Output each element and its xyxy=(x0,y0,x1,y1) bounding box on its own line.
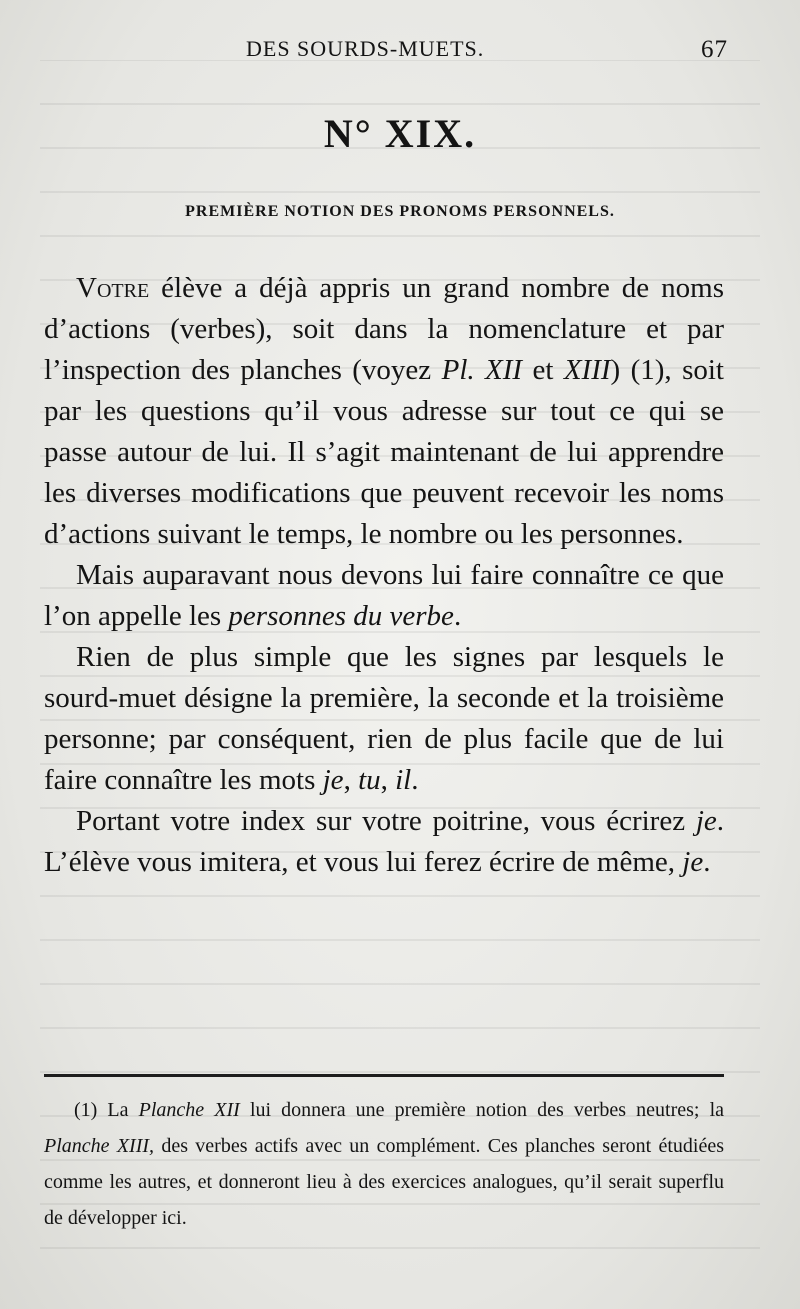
footnote xyxy=(44,1092,724,1236)
paragraph-2 xyxy=(44,555,724,637)
footnote-text-c: des verbes actifs avec un complément. Ces planches seront étudiées comme les autres, et donneront lieu à des exercices analogues, qu’il serait superflu de développer ici. xyxy=(44,1135,725,1229)
word-il: il xyxy=(395,764,412,796)
footnote-plate-xii: Planche XII xyxy=(138,1099,240,1121)
word-je: je xyxy=(322,764,344,796)
word-je-2: je xyxy=(682,846,704,878)
paragraph-1 xyxy=(44,268,724,555)
running-head-title: DES SOURDS-MUETS. xyxy=(246,36,485,61)
paragraph-2-text-a: Mais auparavant nous devons lui faire connaître ce que l’on appelle les xyxy=(44,559,724,632)
footnote-rule xyxy=(44,1074,724,1077)
section-number: N° XIX. xyxy=(323,111,477,156)
paragraph-1-text-a: élève a déjà appris un grand nombre de noms d’actions (verbes), soit dans la nomenclature et par l’inspection des planches (voyez xyxy=(44,272,724,386)
plate-ref-xiii: XIII xyxy=(563,354,611,386)
footnote-text-b: lui donnera une première notion des verbes neutres; la xyxy=(239,1099,724,1121)
paragraph-3-end: . xyxy=(411,764,419,796)
lead-word: Votre xyxy=(76,272,150,304)
paragraph-3-sep-1: , xyxy=(343,764,359,796)
paragraph-3 xyxy=(44,637,724,801)
paragraph-4-text-a: Portant votre index sur votre poitrine, vous écrirez xyxy=(76,805,696,837)
paragraph-4 xyxy=(44,801,724,883)
paragraph-3-text-a: Rien de plus simple que les signes par lesquels le sourd-muet désigne la première, la seconde et la troisième personne; par conséquent, rien de plus facile que de lui faire connaître les mots xyxy=(44,641,724,796)
paragraph-3-sep-2: , xyxy=(380,764,396,796)
body-text xyxy=(44,268,724,883)
word-je-1: je xyxy=(695,805,717,837)
section-subtitle: PREMIÈRE NOTION DES PRONOMS PERSONNELS. xyxy=(185,203,615,220)
paragraph-1-text-c: ) (1), soit par les questions qu’il vous adresse sur tout ce qui se passe autour de lui. Il s’agit maintenant de lui apprendre les diverses modifications que peuvent recevoir les noms d’actions suivant le temps, le nombre ou les personnes. xyxy=(44,354,724,550)
paragraph-2-text-b: . xyxy=(453,600,462,632)
term-personnes-du-verbe: personnes du verbe xyxy=(228,600,454,632)
running-head xyxy=(48,30,728,64)
page-number: 67 xyxy=(701,36,728,63)
plate-ref-xii: Pl. XII xyxy=(441,354,523,386)
paragraph-1-text-b: et xyxy=(522,354,564,386)
footnote-plate-xiii: Planche XIII, xyxy=(44,1135,155,1157)
paragraph-4-text-b: . L’élève vous imitera, et vous lui ferez écrire de même, xyxy=(44,805,724,878)
footnote-text-a: (1) La xyxy=(74,1099,139,1121)
paragraph-4-text-c: . xyxy=(703,846,711,878)
word-tu: tu xyxy=(358,764,381,796)
